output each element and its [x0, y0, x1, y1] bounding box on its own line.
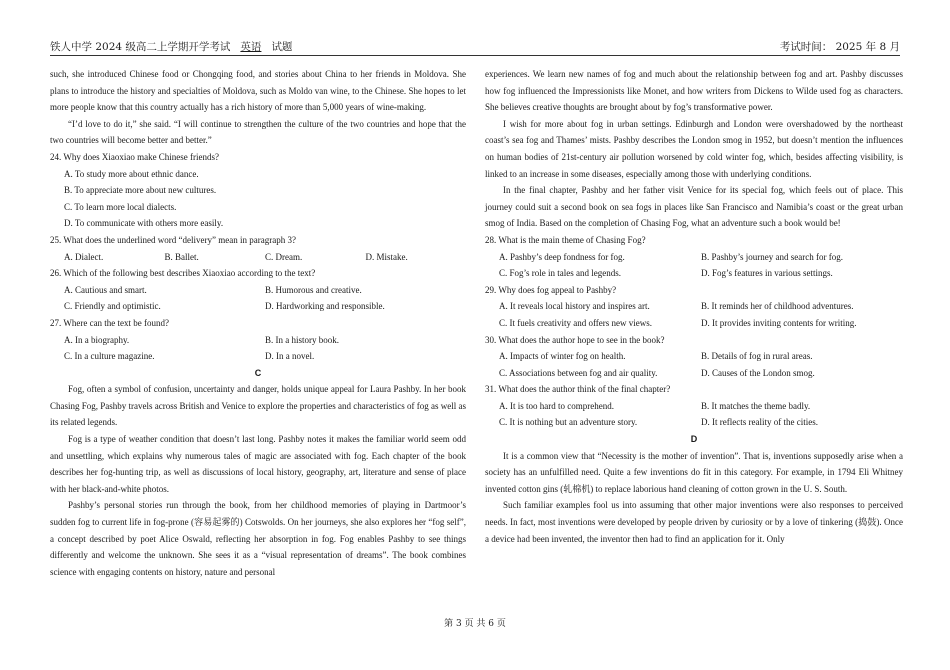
options-25	[50, 249, 466, 266]
option: C. Dream.	[265, 251, 303, 262]
page-number: 第 3 页 共 6 页	[444, 619, 506, 629]
paragraph: Pashby’s personal stories run through the book, from her childhood memories of playing in Dartmoor’s sudden fog to current life in fog-prone (容易起雾的) Cotswolds. On her journeys, she also explores her “fog self”, a concept described by poet Alice Oswald, reflecting her absorption in fog. Fog enables Pashby to see things differently and welcome the unknown. She sees it as a “visual representation of dreams”. The book combines science with engaging contents on history, nature and personal	[50, 500, 466, 577]
question-27: 27. Where can the text be found?	[50, 317, 170, 328]
exam-time: 考试时间： 2025 年 8 月	[779, 41, 900, 53]
option: D. In a novel.	[265, 351, 315, 362]
option: B. To appreciate more about new cultures.	[64, 185, 217, 196]
subject-label: 英语	[240, 41, 262, 53]
paragraph: I wish for more about fog in urban settings. Edinburgh and London were overshadowed by the northeast coast’s sea fog and Thames’ mists. Pashby describes the London smog in 1952, but doesn’t mention the influences on human bodies of 21st-century air pollution worsened by cold winter fog, which, besides affecting visibility, is linked to an increase in some diseases, especially among those with underlying conditions.	[485, 118, 903, 179]
option: A. To study more about ethnic dance.	[64, 168, 199, 179]
option: C. To learn more local dialects.	[64, 201, 177, 212]
option: A. In a biography.	[64, 334, 130, 345]
option: C. Fog’s role in tales and legends.	[499, 268, 621, 279]
options-27	[50, 332, 466, 365]
paragraph: It is a common view that “Necessity is the mother of invention”. That is, inventions supposedly arise when a society has an unfulfilled need. Quite a few inventions do fit in this category. For example, in 1794 Eli Whitney invented cotton gins (轧棉机) to replace laborious hand cleaning of cotton grown in the U. S. South.	[485, 450, 903, 494]
option: C. Associations between fog and air quality.	[499, 367, 658, 378]
options-28	[485, 249, 903, 282]
option: B. It matches the theme badly.	[701, 400, 811, 411]
paragraph: “I’d love to do it,” she said. “I will continue to strengthen the culture of the two countries and hope that the two countries will become better and better.”	[50, 118, 466, 146]
options-30	[485, 348, 903, 381]
option: A. It reveals local history and inspires art.	[499, 301, 650, 312]
paragraph: such, she introduced Chinese food or Chongqing food, and stories about China to her friends in Moldova. She plans to introduce the history and specialties of Moldova, such as Moldo van wine, to the Chinese. She hopes to let more people know that this country actually has a rich history of more than 5,000 years of wine-making.	[50, 69, 466, 113]
option: B. It reminds her of childhood adventures.	[701, 301, 854, 312]
option: D. It reflects reality of the cities.	[701, 417, 818, 428]
option: A. Dialect.	[64, 251, 104, 262]
question-28: 28. What is the main theme of Chasing Fog?	[485, 234, 646, 245]
options-31	[485, 398, 903, 431]
options-29	[485, 298, 903, 331]
option: C. Friendly and optimistic.	[64, 301, 161, 312]
option: C. It fuels creativity and offers new views.	[499, 317, 653, 328]
option: D. Mistake.	[365, 251, 408, 262]
paragraph: Fog, often a symbol of confusion, uncertainty and danger, holds unique appeal for Laura Pashby. In her book Chasing Fog, Pashby travels across British and Venice to explore the properties and characteristics of fog as well as its related legends.	[50, 384, 466, 428]
option: B. Details of fog in rural areas.	[701, 351, 813, 362]
question-26: 26. Which of the following best describes Xiaoxiao according to the text?	[50, 268, 316, 279]
option: D. Hardworking and responsible.	[265, 301, 385, 312]
option: D. Causes of the London smog.	[701, 367, 815, 378]
section-heading-d: D	[690, 434, 698, 445]
paragraph: In the final chapter, Pashby and her father visit Venice for its special fog, which feels out of place. This journey could suit a second book on sea fogs in places like San Francisco and Namibia’s coast or the great urban smog of India. Based on the completion of Chasing Fog, what an adventure such a book would be!	[485, 185, 903, 229]
options-26	[50, 282, 466, 315]
options-24	[50, 166, 466, 232]
option: B. In a history book.	[265, 334, 339, 345]
option: A. It is too hard to comprehend.	[499, 400, 614, 411]
left-column	[50, 66, 466, 580]
question-31: 31. What does the author think of the final chapter?	[485, 384, 671, 395]
paragraph: Fog is a type of weather condition that doesn’t last long. Pashby notes it makes the familiar world seem odd and unsettling, which explains why numerous tales of magic are associated with fog. Each chapter of the book describes her fog-hunting trip, as well as discussions of local history, geography, art, literature and sense of place with her black-and-white photos.	[50, 434, 466, 494]
option: C. It is nothing but an adventure story.	[499, 417, 638, 428]
option: B. Pashby’s journey and search for fog.	[701, 251, 843, 262]
option: B. Humorous and creative.	[265, 284, 362, 295]
section-heading-c: C	[254, 367, 262, 378]
option: D. To communicate with others more easily.	[64, 218, 224, 229]
option: D. Fog’s features in various settings.	[701, 268, 833, 279]
paragraph: experiences. We learn new names of fog and much about the relationship between fog and art. Pashby discusses how fog influenced the Impressionists like Monet, and how writers from Dickens to Wilde used fog as characters. She believes creative thoughts are brought about by fog’s transformative power.	[485, 69, 903, 113]
option: C. In a culture magazine.	[64, 351, 155, 362]
page-header	[50, 37, 900, 56]
question-30: 30. What does the author hope to see in the book?	[485, 334, 665, 345]
paragraph: Such familiar examples fool us into assuming that other major inventions were also responses to perceived needs. In fact, most inventions were developed by people driven by curiosity or by a love of tinkering (捣鼓). Once a device had been invented, the inventor then had to find an application for it. Only	[485, 500, 903, 544]
question-24: 24. Why does Xiaoxiao make Chinese friends?	[50, 151, 220, 162]
option: A. Impacts of winter fog on health.	[499, 351, 626, 362]
option: A. Pashby’s deep fondness for fog.	[499, 251, 625, 262]
option: D. It provides inviting contents for writing.	[701, 317, 857, 328]
exam-title: 铁人中学 2024 级高二上学期开学考试 英语 试题	[50, 41, 293, 53]
question-25: 25. What does the underlined word “delivery” mean in paragraph 3?	[50, 234, 296, 245]
option: A. Cautious and smart.	[64, 284, 147, 295]
question-29: 29. Why does fog appeal to Pashby?	[485, 284, 617, 295]
right-column	[485, 66, 903, 547]
option: B. Ballet.	[164, 251, 199, 262]
